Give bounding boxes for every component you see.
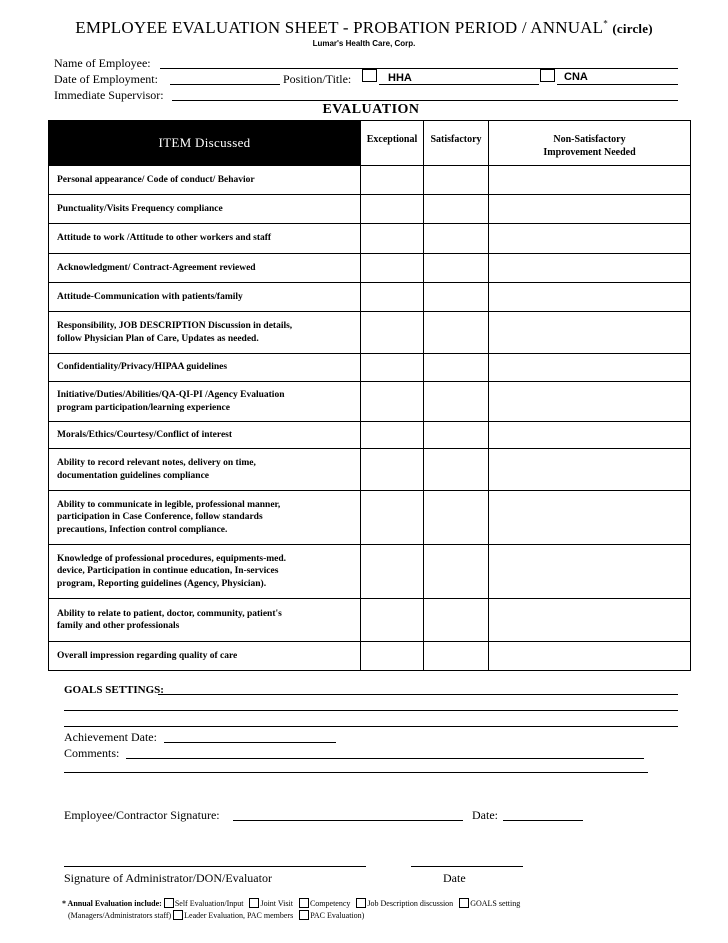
exceptional-cell[interactable]: [361, 449, 424, 491]
employee-date-field[interactable]: [503, 820, 583, 821]
improvement-needed-label: Improvement Needed: [543, 147, 636, 158]
table-row: [49, 449, 691, 491]
table-row: [49, 312, 691, 354]
criterion-text: Knowledge of professional procedures, equipments-med.: [57, 553, 287, 564]
footnote-options-2: [173, 911, 370, 920]
cna-line: [557, 84, 678, 85]
comments-line-2[interactable]: [64, 772, 648, 773]
table-row: [49, 599, 691, 642]
goals-line-3[interactable]: [64, 726, 678, 727]
criterion-text: Overall impression regarding quality of care: [57, 650, 238, 661]
hha-checkbox[interactable]: [362, 69, 377, 82]
hha-option-label: HHA: [388, 72, 412, 84]
form-title: [0, 18, 728, 38]
satisfactory-cell[interactable]: [424, 599, 489, 642]
exceptional-cell[interactable]: [361, 491, 424, 545]
footnote-line-1: [62, 898, 526, 908]
admin-signature-label: Signature of Administrator/DON/Evaluator: [64, 871, 272, 885]
non-satisfactory-cell[interactable]: [489, 166, 691, 195]
non-satisfactory-cell[interactable]: [489, 224, 691, 254]
criterion-cell: [49, 599, 361, 642]
comments-label: Comments:: [64, 746, 120, 760]
annual-eval-option-label: Joint Visit: [260, 899, 293, 908]
admin-signature-field[interactable]: [64, 866, 366, 867]
criterion-text: device, Participation in continue education, In-services: [57, 566, 279, 577]
satisfactory-cell[interactable]: [424, 224, 489, 254]
criterion-text: family and other professionals: [57, 621, 180, 631]
criterion-text: participation in Case Conference, follow standards: [57, 512, 263, 523]
table-row: [49, 254, 691, 283]
non-satisfactory-header: [489, 121, 691, 166]
cna-checkbox[interactable]: [540, 69, 555, 82]
manager-eval-option-label: Leader Evaluation, PAC members: [184, 911, 294, 920]
annual-eval-option-label: Job Description discussion: [367, 899, 454, 908]
satisfactory-cell[interactable]: [424, 195, 489, 224]
annual-eval-option-label: Competency: [309, 899, 351, 908]
satisfactory-cell[interactable]: [424, 254, 489, 283]
achievement-date-label: Achievement Date:: [64, 730, 157, 744]
table-row: [49, 491, 691, 545]
item-discussed-header: ITEM Discussed: [49, 121, 361, 166]
criterion-text: Morals/Ethics/Courtesy/Conflict of interest: [57, 429, 233, 440]
employee-name-field[interactable]: [160, 68, 678, 69]
footnote-options-1: [164, 899, 526, 908]
satisfactory-cell[interactable]: [424, 382, 489, 422]
supervisor-field[interactable]: [172, 100, 678, 101]
criterion-text: Confidentiality/Privacy/HIPAA guidelines: [57, 362, 228, 373]
satisfactory-header: Satisfactory: [424, 121, 489, 166]
annual-eval-option-checkbox[interactable]: [299, 898, 309, 908]
exceptional-cell[interactable]: [361, 642, 424, 671]
criterion-cell: [49, 642, 361, 671]
date-of-employment-field[interactable]: [170, 84, 280, 85]
evaluation-table: [48, 120, 691, 671]
table-row: [49, 382, 691, 422]
non-satisfactory-label: Non-Satisfactory: [553, 134, 626, 145]
criterion-cell: [49, 283, 361, 312]
goals-settings-label: [64, 684, 164, 696]
satisfactory-cell[interactable]: [424, 166, 489, 195]
criterion-cell: [49, 312, 361, 354]
non-satisfactory-cell[interactable]: [489, 642, 691, 671]
footnote-prefix-2: (Managers/Administrators staff): [68, 911, 172, 920]
table-row: [49, 545, 691, 599]
exceptional-cell[interactable]: [361, 166, 424, 195]
criterion-cell: [49, 166, 361, 195]
criterion-cell: [49, 422, 361, 449]
footnote-line-2: [68, 910, 370, 920]
employee-signature-label: Employee/Contractor Signature:: [64, 808, 220, 822]
satisfactory-cell[interactable]: [424, 422, 489, 449]
form-title-text: EMPLOYEE EVALUATION SHEET - PROBATION PERIOD / ANNUAL: [75, 18, 604, 37]
comments-line-1[interactable]: [126, 758, 644, 759]
exceptional-cell[interactable]: [361, 195, 424, 224]
exceptional-header: Exceptional: [361, 121, 424, 166]
manager-eval-option-label: PAC Evaluation): [310, 911, 365, 920]
annual-eval-option-label: GOALS setting: [470, 899, 521, 908]
hha-line: [379, 84, 539, 85]
criterion-text: documentation guidelines compliance: [57, 470, 210, 481]
criterion-text: Ability to communicate in legible, professional manner,: [57, 499, 281, 510]
non-satisfactory-cell[interactable]: [489, 545, 691, 599]
criterion-text: Ability to record relevant notes, delivery on time,: [57, 458, 256, 468]
criterion-text: Punctuality/Visits Frequency compliance: [57, 203, 223, 214]
table-row: [49, 195, 691, 224]
company-name: Lumar's Health Care, Corp.: [312, 39, 416, 48]
satisfactory-cell[interactable]: [424, 545, 489, 599]
table-row: [49, 422, 691, 449]
date-of-employment-label: Date of Employment:: [54, 72, 158, 86]
criterion-text: Initiative/Duties/Abilities/QA-QI-PI /Agency Evaluation: [57, 390, 285, 400]
non-satisfactory-cell[interactable]: [489, 449, 691, 491]
criterion-cell: [49, 545, 361, 599]
exceptional-cell[interactable]: [361, 422, 424, 449]
table-header-row: [49, 121, 691, 166]
criterion-text: Attitude to work /Attitude to other workers and staff: [57, 233, 272, 244]
non-satisfactory-cell[interactable]: [489, 312, 691, 354]
criterion-cell: [49, 491, 361, 545]
annual-eval-option-checkbox[interactable]: [164, 898, 174, 908]
exceptional-cell[interactable]: [361, 545, 424, 599]
goals-line-2[interactable]: [64, 710, 678, 711]
table-row: [49, 166, 691, 195]
employee-date-label: Date:: [472, 808, 498, 822]
non-satisfactory-cell[interactable]: [489, 491, 691, 545]
criterion-text: follow Physician Plan of Care, Updates as needed.: [57, 333, 259, 344]
non-satisfactory-cell[interactable]: [489, 254, 691, 283]
exceptional-cell[interactable]: [361, 599, 424, 642]
table-row: [49, 283, 691, 312]
annual-eval-option-checkbox[interactable]: [356, 898, 366, 908]
criterion-text: precautions, Infection control compliance.: [57, 524, 228, 535]
non-satisfactory-cell[interactable]: [489, 422, 691, 449]
criterion-text: program, Reporting guidelines (Agency, Physician).: [57, 578, 267, 589]
circle-note: (circle): [612, 21, 653, 36]
criterion-cell: [49, 382, 361, 422]
exceptional-cell[interactable]: [361, 312, 424, 354]
exceptional-cell[interactable]: [361, 354, 424, 382]
evaluation-rows: [49, 166, 691, 671]
annual-eval-option-label: Self Evaluation/Input: [174, 899, 244, 908]
non-satisfactory-cell[interactable]: [489, 382, 691, 422]
criterion-text: Responsibility, JOB DESCRIPTION Discussion in details,: [57, 321, 293, 331]
employee-signature-field[interactable]: [233, 820, 463, 821]
non-satisfactory-cell[interactable]: [489, 195, 691, 224]
annual-eval-option-checkbox[interactable]: [459, 898, 469, 908]
achievement-date-field[interactable]: [164, 742, 336, 743]
satisfactory-cell[interactable]: [424, 312, 489, 354]
exceptional-cell[interactable]: [361, 224, 424, 254]
goals-line-1[interactable]: [158, 694, 678, 695]
footnote-prefix: * Annual Evaluation include:: [62, 899, 162, 908]
satisfactory-cell[interactable]: [424, 449, 489, 491]
manager-eval-option-checkbox[interactable]: [173, 910, 183, 920]
employee-name-label: Name of Employee:: [54, 56, 151, 70]
goals-settings-text: GOALS SETTINGS:: [64, 684, 164, 696]
satisfactory-cell[interactable]: [424, 642, 489, 671]
criterion-cell: [49, 254, 361, 283]
table-row: [49, 642, 691, 671]
non-satisfactory-cell[interactable]: [489, 283, 691, 312]
criterion-cell: [49, 224, 361, 254]
manager-eval-option-checkbox[interactable]: [299, 910, 309, 920]
criterion-text: Attitude-Communication with patients/family: [57, 291, 243, 302]
cna-option-label: CNA: [564, 71, 588, 83]
satisfactory-cell[interactable]: [424, 283, 489, 312]
annual-eval-option-checkbox[interactable]: [249, 898, 259, 908]
satisfactory-cell[interactable]: [424, 354, 489, 382]
non-satisfactory-cell[interactable]: [489, 599, 691, 642]
criterion-text: Personal appearance/ Code of conduct/ Behavior: [57, 174, 255, 185]
position-title-label: Position/Title:: [283, 72, 352, 86]
exceptional-cell[interactable]: [361, 283, 424, 312]
criterion-cell: [49, 354, 361, 382]
supervisor-label: Immediate Supervisor:: [54, 88, 164, 102]
non-satisfactory-cell[interactable]: [489, 354, 691, 382]
title-asterisk: *: [603, 18, 608, 29]
criterion-text: program participation/learning experience: [57, 402, 230, 413]
admin-date-label: Date: [443, 871, 466, 885]
criterion-cell: [49, 449, 361, 491]
criterion-cell: [49, 195, 361, 224]
criterion-text: Acknowledgment/ Contract-Agreement reviewed: [57, 262, 256, 273]
admin-date-field[interactable]: [411, 866, 523, 867]
criterion-text: Ability to relate to patient, doctor, community, patient's: [57, 608, 282, 619]
exceptional-cell[interactable]: [361, 382, 424, 422]
evaluation-heading: EVALUATION: [322, 102, 420, 117]
table-row: [49, 354, 691, 382]
table-row: [49, 224, 691, 254]
exceptional-cell[interactable]: [361, 254, 424, 283]
satisfactory-cell[interactable]: [424, 491, 489, 545]
